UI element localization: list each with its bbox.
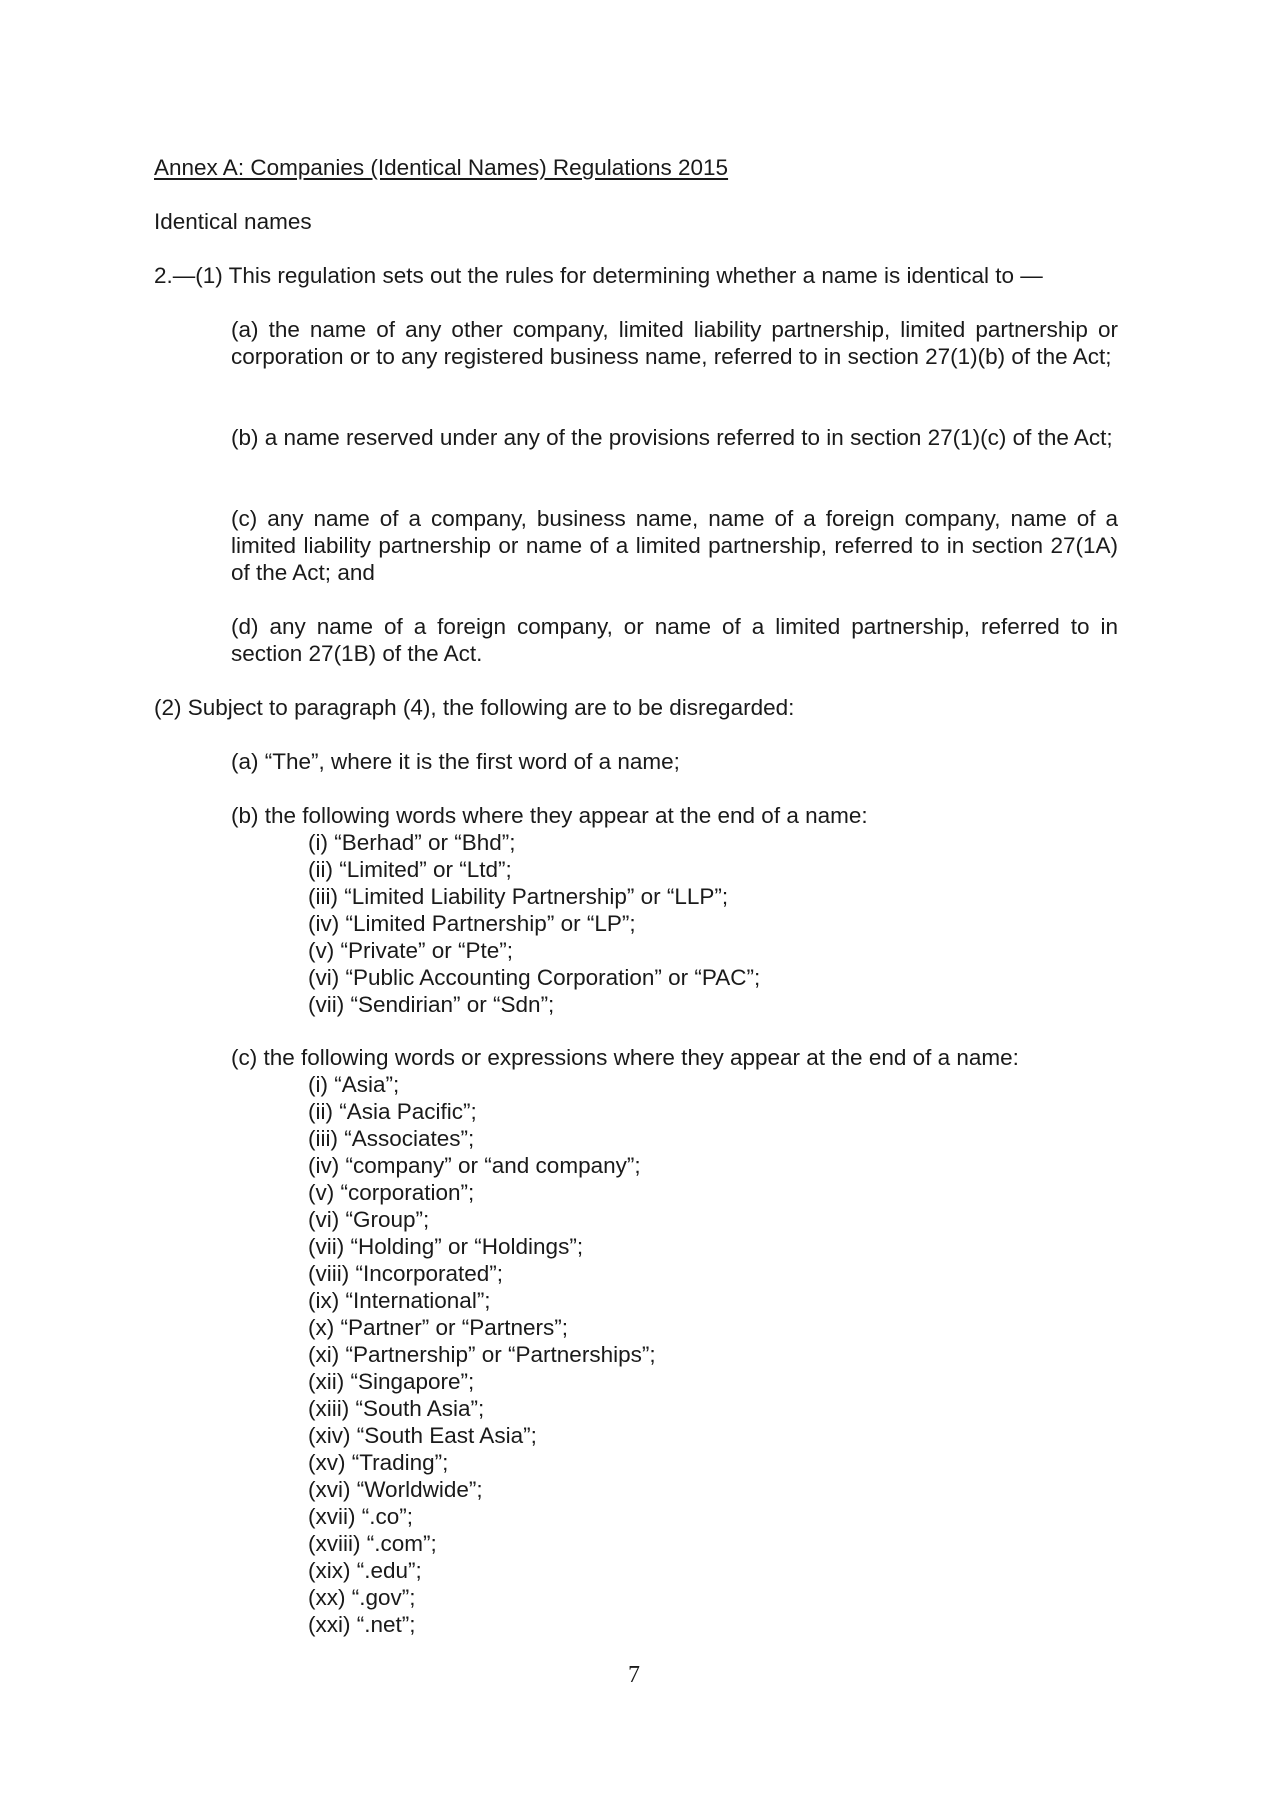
paragraph-1d: (d) any name of a foreign company, or name of a limited partnership, referred to in section 27(1B) of the Act. <box>231 614 1118 666</box>
list-item: (iii) “Associates”; <box>308 1126 475 1151</box>
list-item: (iv) “company” or “and company”; <box>308 1153 641 1178</box>
section-subheading: Identical names <box>154 209 312 234</box>
list-item: (v) “Private” or “Pte”; <box>308 938 514 963</box>
paragraph-2b-intro: (b) the following words where they appear at the end of a name: <box>231 803 868 828</box>
list-item: (i) “Asia”; <box>308 1072 400 1097</box>
list-item: (ii) “Limited” or “Ltd”; <box>308 857 512 882</box>
list-item: (vi) “Public Accounting Corporation” or “PAC”; <box>308 965 761 990</box>
list-item: (xviii) “.com”; <box>308 1531 437 1556</box>
list-item: (vi) “Group”; <box>308 1207 430 1232</box>
list-item: (v) “corporation”; <box>308 1180 475 1205</box>
list-item: (vii) “Sendirian” or “Sdn”; <box>308 992 555 1017</box>
list-item: (xv) “Trading”; <box>308 1450 449 1475</box>
annex-heading: Annex A: Companies (Identical Names) Regulations 2015 <box>154 155 729 180</box>
paragraph-2a: (a) “The”, where it is the first word of a name; <box>231 749 680 774</box>
list-item: (iv) “Limited Partnership” or “LP”; <box>308 911 636 936</box>
list-item: (xix) “.edu”; <box>308 1558 422 1583</box>
list-item: (xxi) “.net”; <box>308 1612 416 1637</box>
paragraph-1c: (c) any name of a company, business name, name of a foreign company, name of a limited liability partnership or name of a limited partnership, referred to in section 27(1A) of the Act; and <box>231 506 1118 585</box>
list-item: (ii) “Asia Pacific”; <box>308 1099 477 1124</box>
list-item: (xvii) “.co”; <box>308 1504 413 1529</box>
regulation-intro: 2.—(1) This regulation sets out the rules for determining whether a name is identical to — <box>154 263 1043 288</box>
paragraph-2-intro: (2) Subject to paragraph (4), the following are to be disregarded: <box>154 695 795 720</box>
paragraph-1a: (a) the name of any other company, limited liability partnership, limited partnership or corporation or to any registered business name, referred to in section 27(1)(b) of the Act; <box>231 317 1118 369</box>
page-number: 7 <box>628 1662 640 1688</box>
word-list-c <box>308 1071 656 1638</box>
list-item: (xi) “Partnership” or “Partnerships”; <box>308 1342 656 1367</box>
paragraph-2c-intro: (c) the following words or expressions where they appear at the end of a name: <box>231 1045 1019 1070</box>
list-item: (xvi) “Worldwide”; <box>308 1477 483 1502</box>
list-item: (x) “Partner” or “Partners”; <box>308 1315 569 1340</box>
list-item: (viii) “Incorporated”; <box>308 1261 504 1286</box>
word-list-b <box>308 829 760 1018</box>
list-item: (i) “Berhad” or “Bhd”; <box>308 830 516 855</box>
list-item: (vii) “Holding” or “Holdings”; <box>308 1234 584 1259</box>
list-item: (ix) “International”; <box>308 1288 491 1313</box>
list-item: (xiv) “South East Asia”; <box>308 1423 537 1448</box>
list-item: (iii) “Limited Liability Partnership” or “LLP”; <box>308 884 729 909</box>
list-item: (xiii) “South Asia”; <box>308 1396 485 1421</box>
list-item: (xii) “Singapore”; <box>308 1369 475 1394</box>
paragraph-1b: (b) a name reserved under any of the provisions referred to in section 27(1)(c) of the Act; <box>231 425 1113 450</box>
list-item: (xx) “.gov”; <box>308 1585 416 1610</box>
